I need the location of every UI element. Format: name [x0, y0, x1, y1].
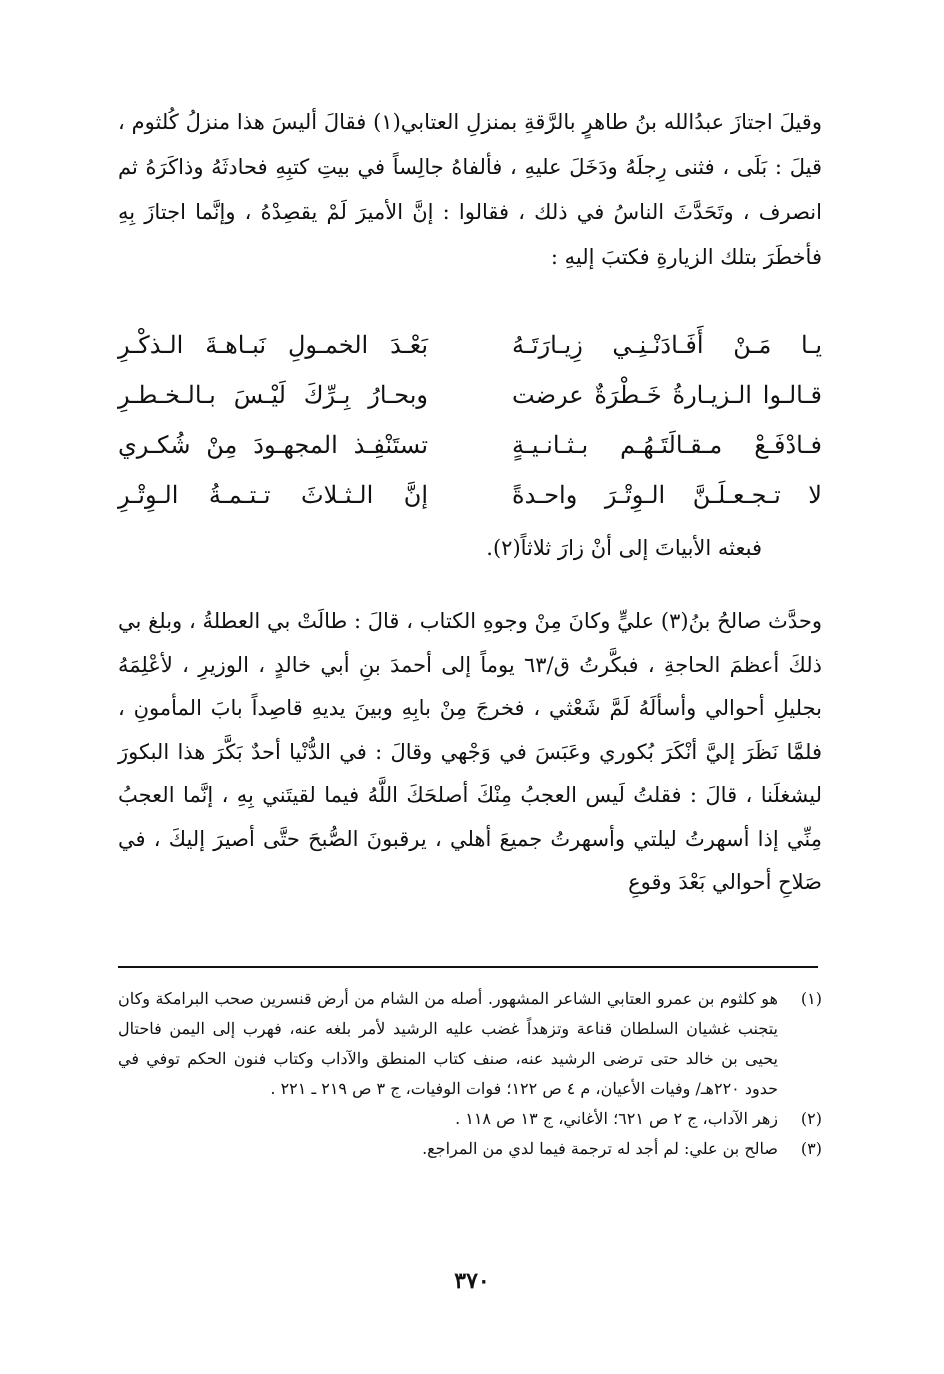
- poem-hemistich-second: تستَنْفِـذ المجهـودَ مِنْ شُكـري: [118, 431, 428, 459]
- poem-verse: [118, 370, 822, 420]
- footnote-text: صالح بن علي: لم أجد له ترجمة فيما لدي من المراجع.: [422, 1139, 778, 1158]
- poem-hemistich-second: إنَّ الـثـلاثَ تـتـمـةُ الـوِتْـرِ: [118, 481, 428, 509]
- paragraph-text: وحدَّث صالحُ بنُ(٣) عليٍّ وكانَ مِنْ وجوهِ الكتاب ، قالَ : طالَتْ بي العطلةُ ، وبلغ بي ذلكَ أعظمَ الحاجةِ ، فبكَّرتُ ق/٦٣ يوماً إلى أحمدَ بنِ أبي خالدٍ ، الوزيرِ ، لأعْلِمَهُ بجليلِ أحوالي وأسألَهُ لَمَّ شَعْثي ، فخرجَ مِنْ بابِهِ وبينَ يديهِ قاصِداً بابَ المأمونِ ، فلمَّا نَظَرَ إليَّ أنْكَرَ بُكوري وعَبَسَ في وَجْهي وقالَ : في الدُّنْيا أحدٌ بَكَّرَ هذا البكورَ ليشغلَنا ، قالَ : فقلتُ لَيس العجبُ مِنْكَ أصلحَكَ اللَّهُ فيما لقيتَني بِهِ ، إنَّما العجبُ مِنِّي إذا أسهرتُ ليلتي وأسهرتُ جميعَ أهلي ، يرقبونَ الصُّبحَ حتَّى أصيرَ إليكَ ، في صَلاحِ أحوالي بَعْدَ وقوعِ: [118, 609, 822, 894]
- page-number: ٣٧٠: [454, 1268, 490, 1294]
- footnote-item: [118, 984, 822, 1104]
- poem-hemistich-first: لا تـجـعـلَـنَّ الـوِتْـرَ واحـدةً: [512, 481, 822, 509]
- footnote-item: [118, 1104, 822, 1134]
- paragraph-anecdote: [118, 600, 822, 905]
- footnote-text: زهر الآداب، ج ٢ ص ٦٢١؛ الأغاني، ج ١٣ ص ١١٨ .: [455, 1109, 778, 1128]
- footnote-divider: [118, 966, 818, 968]
- footnote-number: (٢): [800, 1109, 822, 1128]
- poem-conclusion: فبعثه الأبياتَ إلى أنْ زارَ ثلاثاً(٢).: [486, 536, 762, 560]
- poem: [118, 320, 822, 520]
- footnote-text: هو كلثوم بن عمرو العتابي الشاعر المشهور. أصله من الشام من أرض قنسرين صحب البرامكة وكان يتجنب غشيان السلطان قناعة وتزهداً غضب عليه الرشيد لأمر بلغه عنه، فهرب إلى اليمن فاحتال يحيى بن خالد حتى ترضى الرشيد عنه، صنف كتاب المنطق والآداب وكتاب فنون الحكم توفي في حدود ٢٢٠هـ/ وفيات الأعيان، م ٤ ص ١٢٢؛ فوات الوفيات، ج ٣ ص ٢١٩ ـ ٢٢١ .: [118, 989, 778, 1098]
- poem-hemistich-first: قـالـوا الـزيـارةُ خَـطْرَةٌ عرضت: [512, 381, 822, 409]
- poem-verse: [118, 320, 822, 370]
- poem-hemistich-first: فـادْفَـعْ مـقـالَتَـهُـم بـثـانـيـةٍ: [512, 431, 822, 459]
- poem-verse: [118, 470, 822, 520]
- footnote-number: (١): [800, 989, 822, 1008]
- footnote-number: (٣): [800, 1139, 822, 1158]
- poem-verse: [118, 420, 822, 470]
- poem-hemistich-first: يـا مَـنْ أَفَـادَنْـنِـي زِيـارَتَـهُ: [512, 331, 822, 359]
- poem-hemistich-second: وبحـارُ بِـرِّكَ لَيْـسَ بـالـخـطـرِ: [118, 381, 428, 409]
- paragraph-opening: [118, 100, 822, 280]
- paragraph-text: وقيلَ اجتازَ عبدُالله بنُ طاهرٍ بالرَّقةِ بمنزلِ العتابي(١) فقالَ أليسَ هذا منزلُ كُلثوم ، قيلَ : بَلَى ، فثنى رِجلَهُ ودَخَلَ عليهِ ، فألفاهُ جالِساً في بيتِ كتبِهِ فحادثَهُ وذاكَرَهُ ثم انصرف ، وتَحَدَّثَ الناسُ في ذلك ، فقالوا : إنَّ الأميرَ لَمْ يقصِدْهُ ، وإنَّما اجتازَ بِهِ فأخطَرَ بتلك الزيارةِ فكتبَ إليهِ :: [118, 110, 822, 269]
- footnote-item: [118, 1134, 822, 1164]
- poem-hemistich-second: بَعْـدَ الخمـولِ نَبـاهـةَ الـذكْـرِ: [118, 331, 428, 359]
- footnotes: [118, 984, 822, 1164]
